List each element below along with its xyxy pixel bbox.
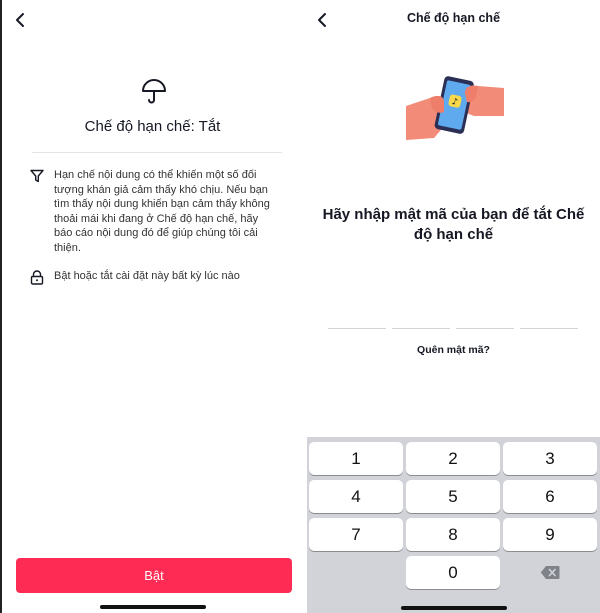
key-2[interactable]: 2 — [406, 442, 500, 475]
backspace-icon — [540, 565, 560, 580]
home-indicator — [100, 605, 206, 609]
svg-text:♪: ♪ — [450, 97, 459, 109]
forgot-passcode-link[interactable]: Quên mật mã? — [417, 344, 490, 356]
info-row-text: Bật hoặc tắt cài đặt này bất kỳ lúc nào — [54, 270, 240, 282]
turn-on-button[interactable]: Bật — [16, 558, 292, 593]
key-5[interactable]: 5 — [406, 480, 500, 513]
passcode-digit-slot — [456, 328, 514, 329]
key-6[interactable]: 6 — [503, 480, 597, 513]
passcode-entry-screen — [307, 0, 600, 613]
key-1[interactable]: 1 — [309, 442, 403, 475]
home-indicator — [401, 606, 507, 610]
umbrella-icon — [140, 78, 168, 111]
key-4[interactable]: 4 — [309, 480, 403, 513]
passcode-digit-slot — [392, 328, 450, 329]
key-0[interactable]: 0 — [406, 556, 500, 589]
chevron-left-icon — [14, 12, 26, 28]
passcode-digit-slot — [328, 328, 386, 329]
numeric-keypad — [307, 437, 600, 613]
page-title: Chế độ hạn chế — [406, 11, 501, 25]
key-9[interactable]: 9 — [503, 518, 597, 551]
back-button[interactable] — [14, 12, 26, 28]
passcode-heading: Hãy nhập mật mã của bạn để tắt Chế độ hạn chế — [322, 206, 585, 243]
lock-icon — [30, 270, 44, 290]
hands-holding-phone-illustration — [404, 72, 506, 149]
info-row-filter — [30, 168, 280, 258]
divider — [32, 152, 282, 153]
info-row-lock — [30, 269, 280, 289]
key-3[interactable]: 3 — [503, 442, 597, 475]
info-row-text: Hạn chế nội dung có thể khiến một số đối tượng khán giả cảm thấy khó chịu. Nếu bạn tìm thấy nội dung khiến bạn cảm thấy không thoải mái khi đang ở Chế độ hạn chế, hãy báo cáo nội dung đó để giúp chúng tôi cải thiện. — [54, 169, 270, 254]
page-title: Chế độ hạn chế: Tắt — [84, 118, 221, 135]
key-8[interactable]: 8 — [406, 518, 500, 551]
passcode-digit-slot — [520, 328, 578, 329]
key-7[interactable]: 7 — [309, 518, 403, 551]
filter-icon — [30, 169, 44, 188]
key-empty — [309, 556, 403, 589]
delete-key[interactable] — [503, 556, 597, 589]
